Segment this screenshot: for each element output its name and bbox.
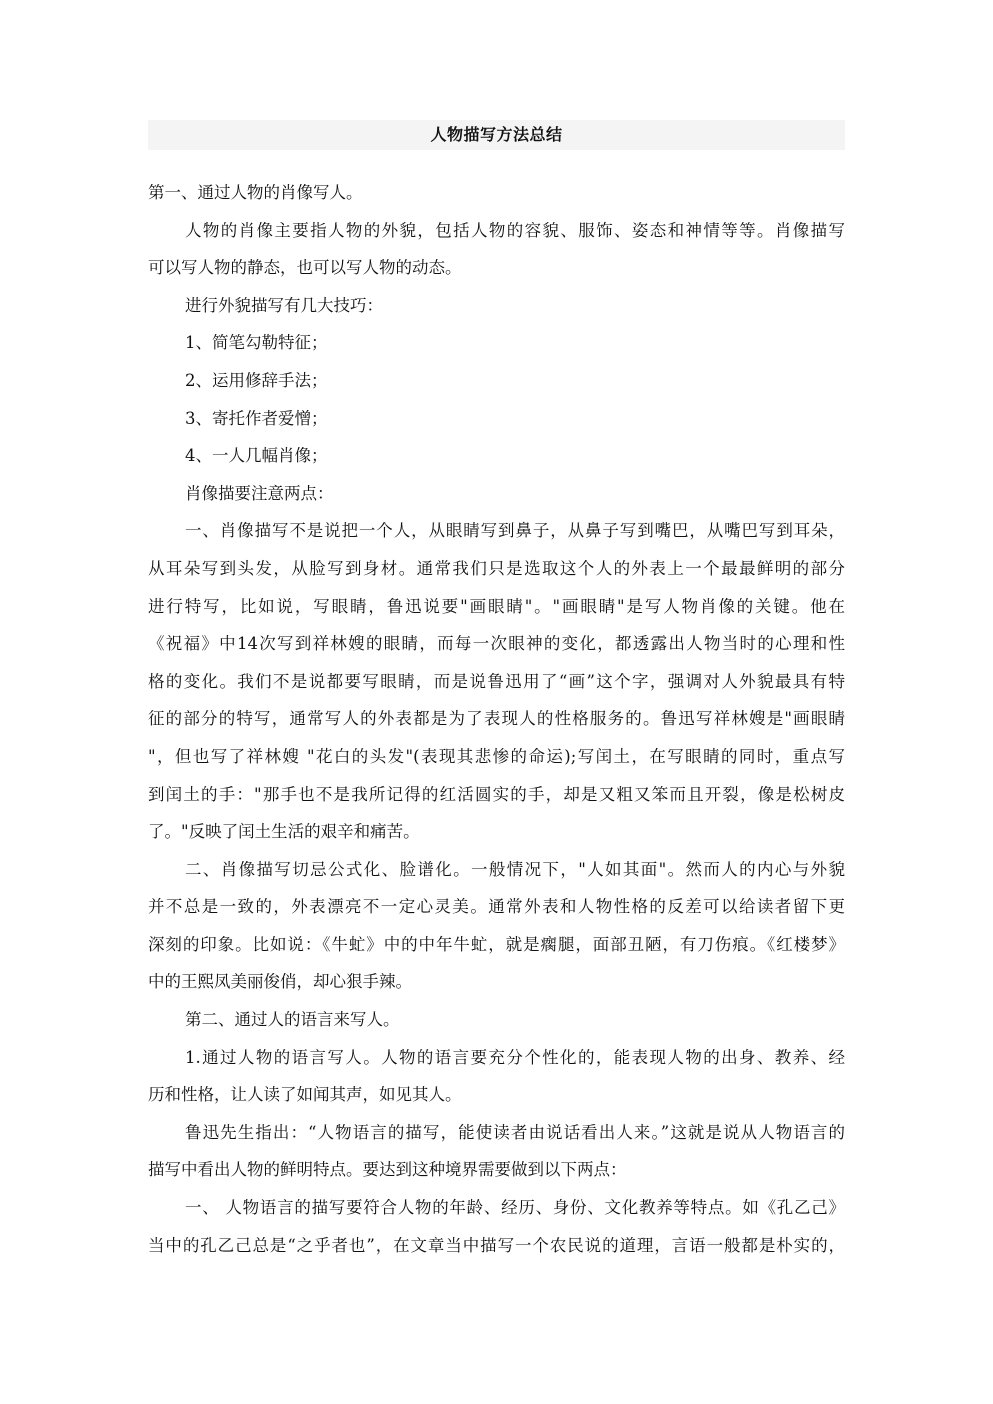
paragraph-line: 当中的孔乙己总是“之乎者也”，在文章当中描写一个农民说的道理，言语一般都是朴实的， — [148, 1235, 845, 1255]
paragraph-line: 一、 人物语言的描写要符合人物的年龄、经历、身份、文化教养等特点。如《孔乙己》 — [185, 1198, 845, 1218]
paragraph-line: 鲁迅先生指出：“人物语言的描写，能使读者由说话看出人来。”这就是说从人物语言的 — [185, 1122, 845, 1142]
paragraph-line: 历和性格，让人读了如闻其声，如见其人。 — [148, 1085, 462, 1105]
paragraph-line: 肖像描要注意两点： — [185, 483, 334, 503]
paragraph-line: 人物的肖像主要指人物的外貌，包括人物的容貌、服饰、姿态和神情等等。肖像描写 — [185, 220, 845, 240]
document-page — [148, 120, 845, 1264]
paragraph-line: 一、肖像描写不是说把一个人，从眼睛写到鼻子，从鼻子写到嘴巴，从嘴巴写到耳朵， — [185, 521, 845, 541]
paragraph-line: 征的部分的特写，通常写人的外表都是为了表现人的性格服务的。鲁迅写祥林嫂是"画眼睛 — [148, 709, 845, 729]
paragraph-line: 《祝福》中14次写到祥林嫂的眼睛，而每一次眼神的变化，都透露出人物当时的心理和性 — [148, 634, 845, 654]
paragraph-line: 了。"反映了闰土生活的艰辛和痛苦。 — [148, 822, 420, 842]
paragraph-line: 描写中看出人物的鲜明特点。要达到这种境界需要做到以下两点： — [148, 1160, 627, 1180]
paragraph-line: "，但也写了祥林嫂 "花白的头发"(表现其悲惨的命运);写闰土，在写眼睛的同时，重点写 — [148, 746, 845, 766]
paragraph-line: 1.通过人物的语言写人。人物的语言要充分个性化的，能表现人物的出身、教养、经 — [185, 1047, 845, 1067]
paragraph-line: 从耳朵写到头发，从脸写到身材。通常我们只是选取这个人的外表上一个最最鲜明的部分 — [148, 558, 845, 578]
section-heading: 第一、通过人物的肖像写人。 — [148, 183, 363, 202]
paragraph-line: 中的王熙凤美丽俊俏，却心狠手辣。 — [148, 972, 412, 992]
list-item: 4、一人几幅肖像； — [185, 446, 328, 466]
paragraph-line: 格的变化。我们不是说都要写眼睛，而是说鲁迅用了“画”这个字，强调对人外貌最具有特 — [148, 671, 845, 691]
list-item: 3、寄托作者爱憎； — [185, 408, 328, 428]
paragraph-line: 二、肖像描写切忌公式化、脸谱化。一般情况下，"人如其面"。然而人的内心与外貌 — [185, 859, 845, 879]
paragraph-line: 并不总是一致的，外表漂亮不一定心灵美。通常外表和人物性格的反差可以给读者留下更 — [148, 897, 845, 917]
section-heading: 第二、通过人的语言来写人。 — [185, 1010, 400, 1030]
list-item: 1、简笔勾勒特征； — [185, 333, 328, 353]
list-item: 2、运用修辞手法； — [185, 370, 328, 390]
paragraph-line: 到闰土的手："那手也不是我所记得的红活圆实的手，却是又粗又笨而且开裂，像是松树皮 — [148, 784, 845, 804]
paragraph-line: 进行外貌描写有几大技巧： — [185, 295, 383, 315]
document-body — [148, 174, 845, 1264]
paragraph-line: 深刻的印象。比如说：《牛虻》中的中年牛虻，就是瘸腿，面部丑陋，有刀伤痕。《红楼梦》 — [148, 934, 845, 954]
paragraph-line: 可以写人物的静态，也可以写人物的动态。 — [148, 258, 462, 278]
paragraph-line: 进行特写，比如说，写眼睛，鲁迅说要"画眼睛"。"画眼睛"是写人物肖像的关键。他在 — [148, 596, 845, 616]
document-title: 人物描写方法总结 — [148, 120, 845, 150]
